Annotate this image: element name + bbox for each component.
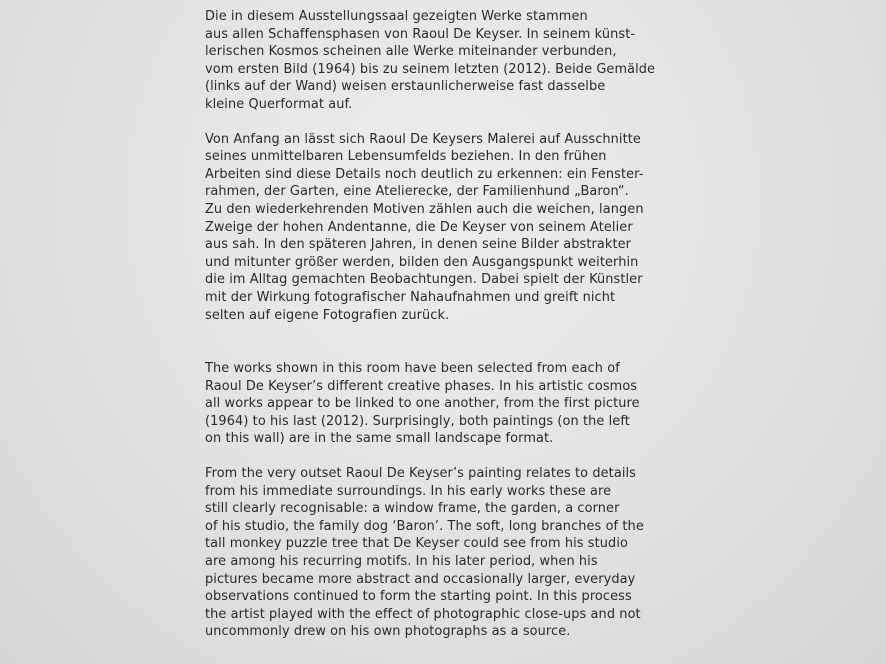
text-line: on this wall) are in the same small landscape format. [205, 431, 554, 447]
text-line: all works appear to be linked to one another, from the first picture [205, 396, 640, 412]
text-line: uncommonly drew on his own photographs as a source. [205, 624, 571, 640]
text-line: (1964) to his last (2012). Surprisingly, both paintings (on the left [205, 413, 630, 429]
text-line: From the very outset Raoul De Keyser’s painting relates to details [205, 466, 637, 482]
text-line: seines unmittelbaren Lebensumfelds beziehen. In den frühen [205, 149, 607, 165]
paragraph-spacer [205, 448, 665, 465]
text-line: Zu den wiederkehrenden Motiven zählen auch die weichen, langen [205, 201, 644, 217]
text-line: tall monkey puzzle tree that De Keyser could see from his studio [205, 536, 628, 552]
text-line: die im Alltag gemachten Beobachtungen. Dabei spielt der Künstler [205, 272, 643, 288]
text-line: aus allen Schaffensphasen von Raoul De Keyser. In seinem künst- [205, 26, 636, 42]
text-line: kleine Querformat auf. [205, 96, 353, 112]
text-line: are among his recurring motifs. In his later period, when his [205, 554, 598, 570]
text-line: (links auf der Wand) weisen erstaunlicherweise fast dasselbe [205, 79, 606, 95]
text-line: vom ersten Bild (1964) bis zu seinem letzten (2012). Beide Gemälde [205, 61, 656, 77]
wall-text-panel [205, 8, 665, 641]
german-paragraph-2 [205, 131, 665, 325]
english-paragraph-1 [205, 360, 665, 448]
text-line: Die in diesem Ausstellungssaal gezeigten Werke stammen [205, 9, 588, 24]
text-line: Raoul De Keyser’s different creative phases. In his artistic cosmos [205, 378, 638, 394]
text-line: selten auf eigene Fotografien zurück. [205, 307, 450, 323]
german-paragraph-1 [205, 8, 665, 114]
text-line: mit der Wirkung fotografischer Nahaufnahmen und greift nicht [205, 289, 616, 305]
text-line: still clearly recognisable: a window frame, the garden, a corner [205, 501, 620, 517]
text-line: aus sah. In den späteren Jahren, in denen seine Bilder abstrakter [205, 237, 632, 253]
text-line: rahmen, der Garten, eine Atelierecke, der Familienhund „Baron“. [205, 184, 629, 200]
language-spacer [205, 324, 665, 360]
text-line: Arbeiten sind diese Details noch deutlich zu erkennen: ein Fenster- [205, 166, 644, 182]
text-line: und mitunter größer werden, bilden den Ausgangspunkt weiterhin [205, 254, 639, 270]
paragraph-spacer [205, 114, 665, 131]
text-line: lerischen Kosmos scheinen alle Werke miteinander verbunden, [205, 44, 617, 60]
text-line: from his immediate surroundings. In his early works these are [205, 483, 612, 499]
text-line: The works shown in this room have been selected from each of [205, 361, 620, 377]
text-line: Von Anfang an lässt sich Raoul De Keysers Malerei auf Ausschnitte [205, 131, 641, 147]
text-line: of his studio, the family dog ‘Baron’. The soft, long branches of the [205, 518, 644, 534]
text-line: observations continued to form the starting point. In this process [205, 589, 632, 605]
english-paragraph-2 [205, 465, 665, 641]
text-line: Zweige der hohen Andentanne, die De Keyser von seinem Atelier [205, 219, 633, 235]
text-line: pictures became more abstract and occasionally larger, everyday [205, 571, 636, 587]
text-line: the artist played with the effect of photographic close-ups and not [205, 606, 641, 622]
